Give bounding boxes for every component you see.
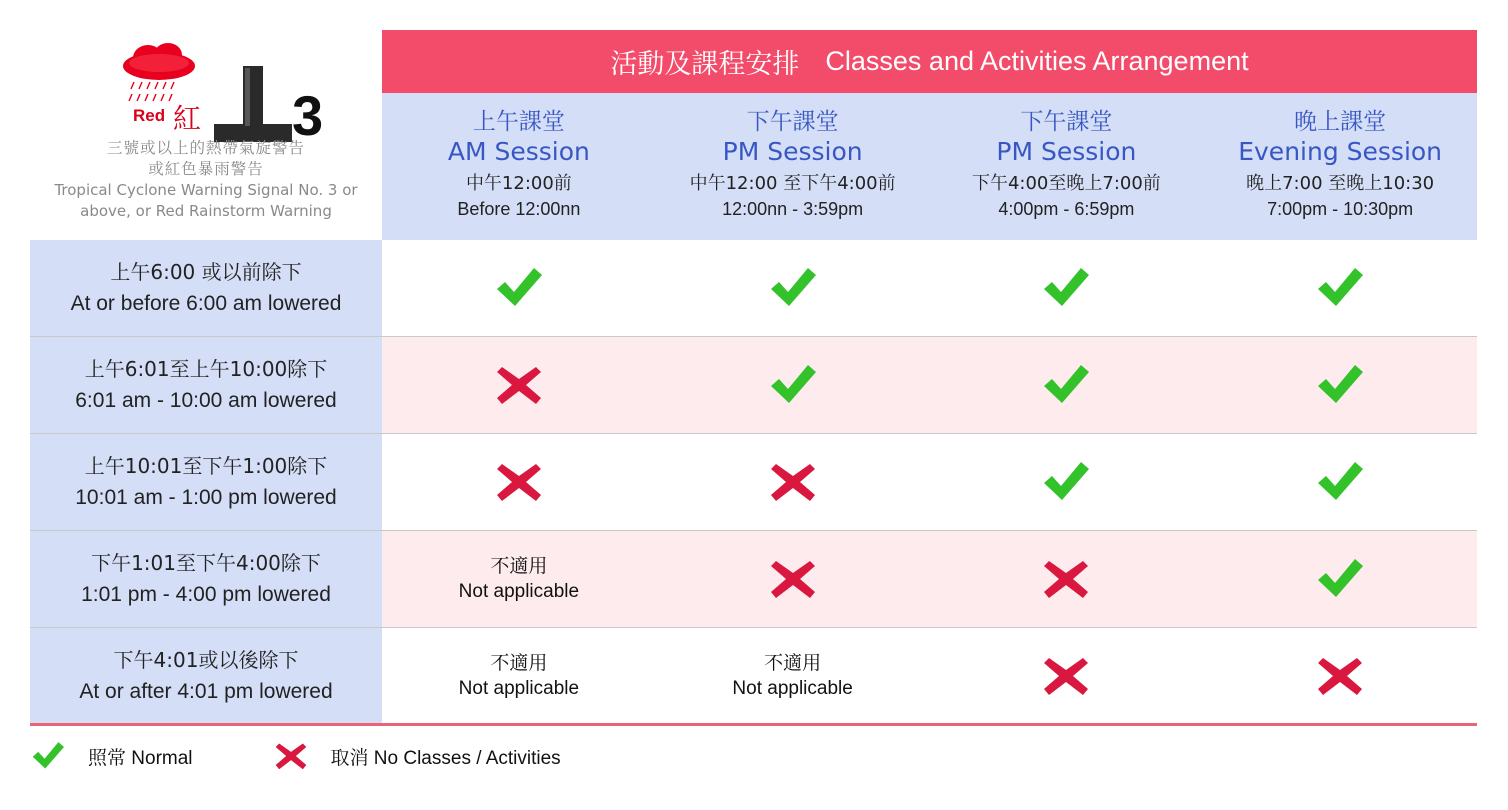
session-zh: 晚上課堂 [1294,109,1387,135]
row-label-en: 10:01 am - 1:00 pm lowered [75,486,337,509]
red-label: Red [133,106,166,125]
status-cell [656,337,930,433]
check-icon [1315,459,1365,505]
session-pm-1 [656,93,930,240]
cross-icon [1041,653,1091,699]
row-label-zh: 上午6:01至上午10:00除下 [84,357,328,381]
session-time-en: 4:00pm - 6:59pm [998,199,1135,219]
session-zh: 上午課堂 [472,109,565,135]
status-cell [1203,337,1477,433]
legend-normal-label: 照常 Normal [88,747,193,769]
session-time-zh: 中午12:00 至下午4:00前 [689,173,896,194]
signal-desc-zh-1: 三號或以上的熱帶氣旋警告 [106,139,305,157]
status-cell [382,531,656,627]
row-label [30,240,382,336]
row-label [30,628,382,723]
status-cell [930,337,1204,433]
row-label [30,531,382,627]
not-applicable-zh: 不適用 [490,555,548,577]
table-row [30,434,1477,531]
not-applicable [732,651,852,701]
status-cell [1203,628,1477,723]
row-label-en: At or before 6:00 am lowered [70,292,342,315]
signal-desc-en-1: Tropical Cyclone Warning Signal No. 3 or [54,181,358,199]
not-applicable-en: Not applicable [458,677,580,699]
status-cell [1203,434,1477,530]
not-applicable-zh: 不適用 [764,651,822,674]
signal-desc-en-2: above, or Red Rainstorm Warning [80,202,332,220]
cross-icon [273,740,309,772]
not-applicable-en: Not applicable [458,581,580,602]
red-char: 紅 [173,102,202,135]
arrangement-table [30,240,1477,726]
signal-number: 3 [292,84,324,147]
row-label-zh: 下午4:01或以後除下 [113,647,299,672]
status-cell [656,240,930,336]
arrangement-header [382,30,1477,93]
status-cell [930,531,1204,627]
session-en: PM Session [722,137,863,166]
check-icon [1041,265,1091,311]
check-icon [1041,459,1091,505]
session-en: Evening Session [1238,137,1443,166]
cross-icon [494,459,544,505]
status-cell [382,337,656,433]
session-evening [1203,93,1477,240]
row-label-en: 6:01 am - 10:00 am lowered [75,389,337,412]
check-icon [1041,362,1091,408]
signal-desc-zh-2: 或紅色暴雨警告 [148,160,264,178]
header-title-zh: 活動及課程安排 [610,49,800,79]
session-en: AM Session [447,137,590,166]
not-applicable [459,554,579,604]
session-en: PM Session [996,137,1137,166]
row-label-zh: 下午1:01至下午4:00除下 [91,551,321,575]
status-cell [382,240,656,336]
session-zh: 下午課堂 [1020,109,1113,135]
status-cell [930,628,1204,723]
table-row [30,337,1477,434]
status-cell [1203,240,1477,336]
row-label-zh: 上午10:01至下午1:00除下 [84,454,328,478]
session-am [382,93,656,240]
legend-cancel-label: 取消 No Classes / Activities [330,747,561,769]
check-icon [1315,265,1365,311]
not-applicable-en: Not applicable [732,677,853,699]
signal-description [30,138,382,222]
check-icon [30,740,66,772]
check-icon [1315,362,1365,408]
status-cell [656,628,930,723]
row-label-en: At or after 4:01 pm lowered [79,679,333,703]
session-time-en: 12:00nn - 3:59pm [722,199,864,219]
status-cell [656,531,930,627]
row-label-zh: 上午6:00 或以前除下 [110,260,302,284]
check-icon [1315,556,1365,602]
session-zh: 下午課堂 [746,109,839,135]
legend-normal [30,740,193,772]
typhoon-signal-t-icon [214,66,292,148]
cross-icon [494,362,544,408]
row-label [30,434,382,530]
session-time-en: Before 12:00nn [457,199,581,219]
not-applicable [459,651,579,701]
session-time-zh: 下午4:00至晚上7:00前 [971,173,1161,194]
not-applicable-zh: 不適用 [490,651,548,674]
table-row [30,240,1477,337]
check-icon [768,265,818,311]
header-title-en: Classes and Activities Arrangement [825,46,1249,76]
cross-icon [768,459,818,505]
cross-icon [1315,653,1365,699]
table-row [30,628,1477,726]
status-cell [656,434,930,530]
row-label [30,337,382,433]
session-pm-2 [930,93,1204,240]
check-icon [494,265,544,311]
status-cell [930,240,1204,336]
legend [30,736,561,776]
session-header-row [382,93,1477,240]
status-cell [382,434,656,530]
session-time-zh: 晚上7:00 至晚上10:30 [1246,173,1435,194]
session-time-en: 7:00pm - 10:30pm [1267,199,1414,219]
legend-cancel [273,740,561,772]
check-icon [768,362,818,408]
status-cell [382,628,656,723]
cross-icon [1041,556,1091,602]
table-row [30,531,1477,628]
session-time-zh: 中午12:00前 [465,173,572,194]
row-label-en: 1:01 pm - 4:00 pm lowered [81,583,331,606]
status-cell [930,434,1204,530]
signal-panel [30,30,382,238]
status-cell [1203,531,1477,627]
cross-icon [768,556,818,602]
